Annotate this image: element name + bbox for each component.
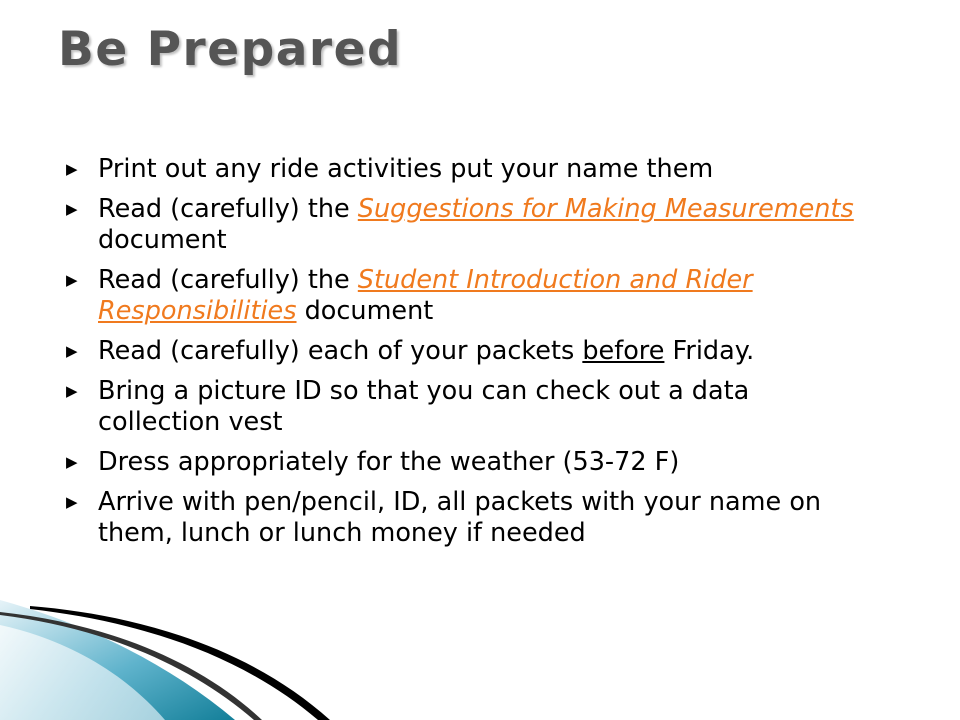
bullet-arrow-icon: ▶	[66, 160, 78, 178]
student-introduction-document-link[interactable]: Student Introduction and Rider Responsibilities	[98, 265, 753, 326]
slide-title: Be Prepared	[58, 22, 403, 77]
decorative-swoosh	[0, 540, 960, 720]
emphasis-text: before	[582, 336, 665, 366]
bullet-arrow-icon: ▶	[66, 453, 78, 471]
bullet-item	[66, 265, 866, 327]
bullet-text: Read (carefully) each of your packets	[98, 336, 583, 366]
bullet-text: document	[296, 296, 434, 326]
bullet-text: Friday.	[664, 336, 755, 366]
bullet-text: Read (carefully) the	[98, 265, 358, 295]
bullet-text: Dress appropriately for the weather (53-72 F)	[98, 447, 680, 477]
bullet-item	[66, 336, 866, 367]
bullet-text: Read (carefully) the	[98, 194, 358, 224]
bullet-arrow-icon: ▶	[66, 200, 78, 218]
bullet-arrow-icon: ▶	[66, 342, 78, 360]
bullet-item	[66, 447, 866, 478]
bullet-text: Arrive with pen/pencil, ID, all packets with your name on them, lunch or lunch money if needed	[98, 487, 822, 548]
bullet-text: document	[98, 225, 227, 255]
bullet-arrow-icon: ▶	[66, 382, 78, 400]
bullet-list	[66, 154, 866, 558]
bullet-item	[66, 194, 866, 256]
bullet-arrow-icon: ▶	[66, 271, 78, 289]
bullet-text: Print out any ride activities put your name them	[98, 154, 714, 184]
bullet-item	[66, 376, 866, 438]
suggestions-document-link[interactable]: Suggestions for Making Measurements	[357, 194, 854, 224]
bullet-text: Bring a picture ID so that you can check out a data collection vest	[98, 376, 750, 437]
bullet-item	[66, 154, 866, 185]
bullet-arrow-icon: ▶	[66, 493, 78, 511]
